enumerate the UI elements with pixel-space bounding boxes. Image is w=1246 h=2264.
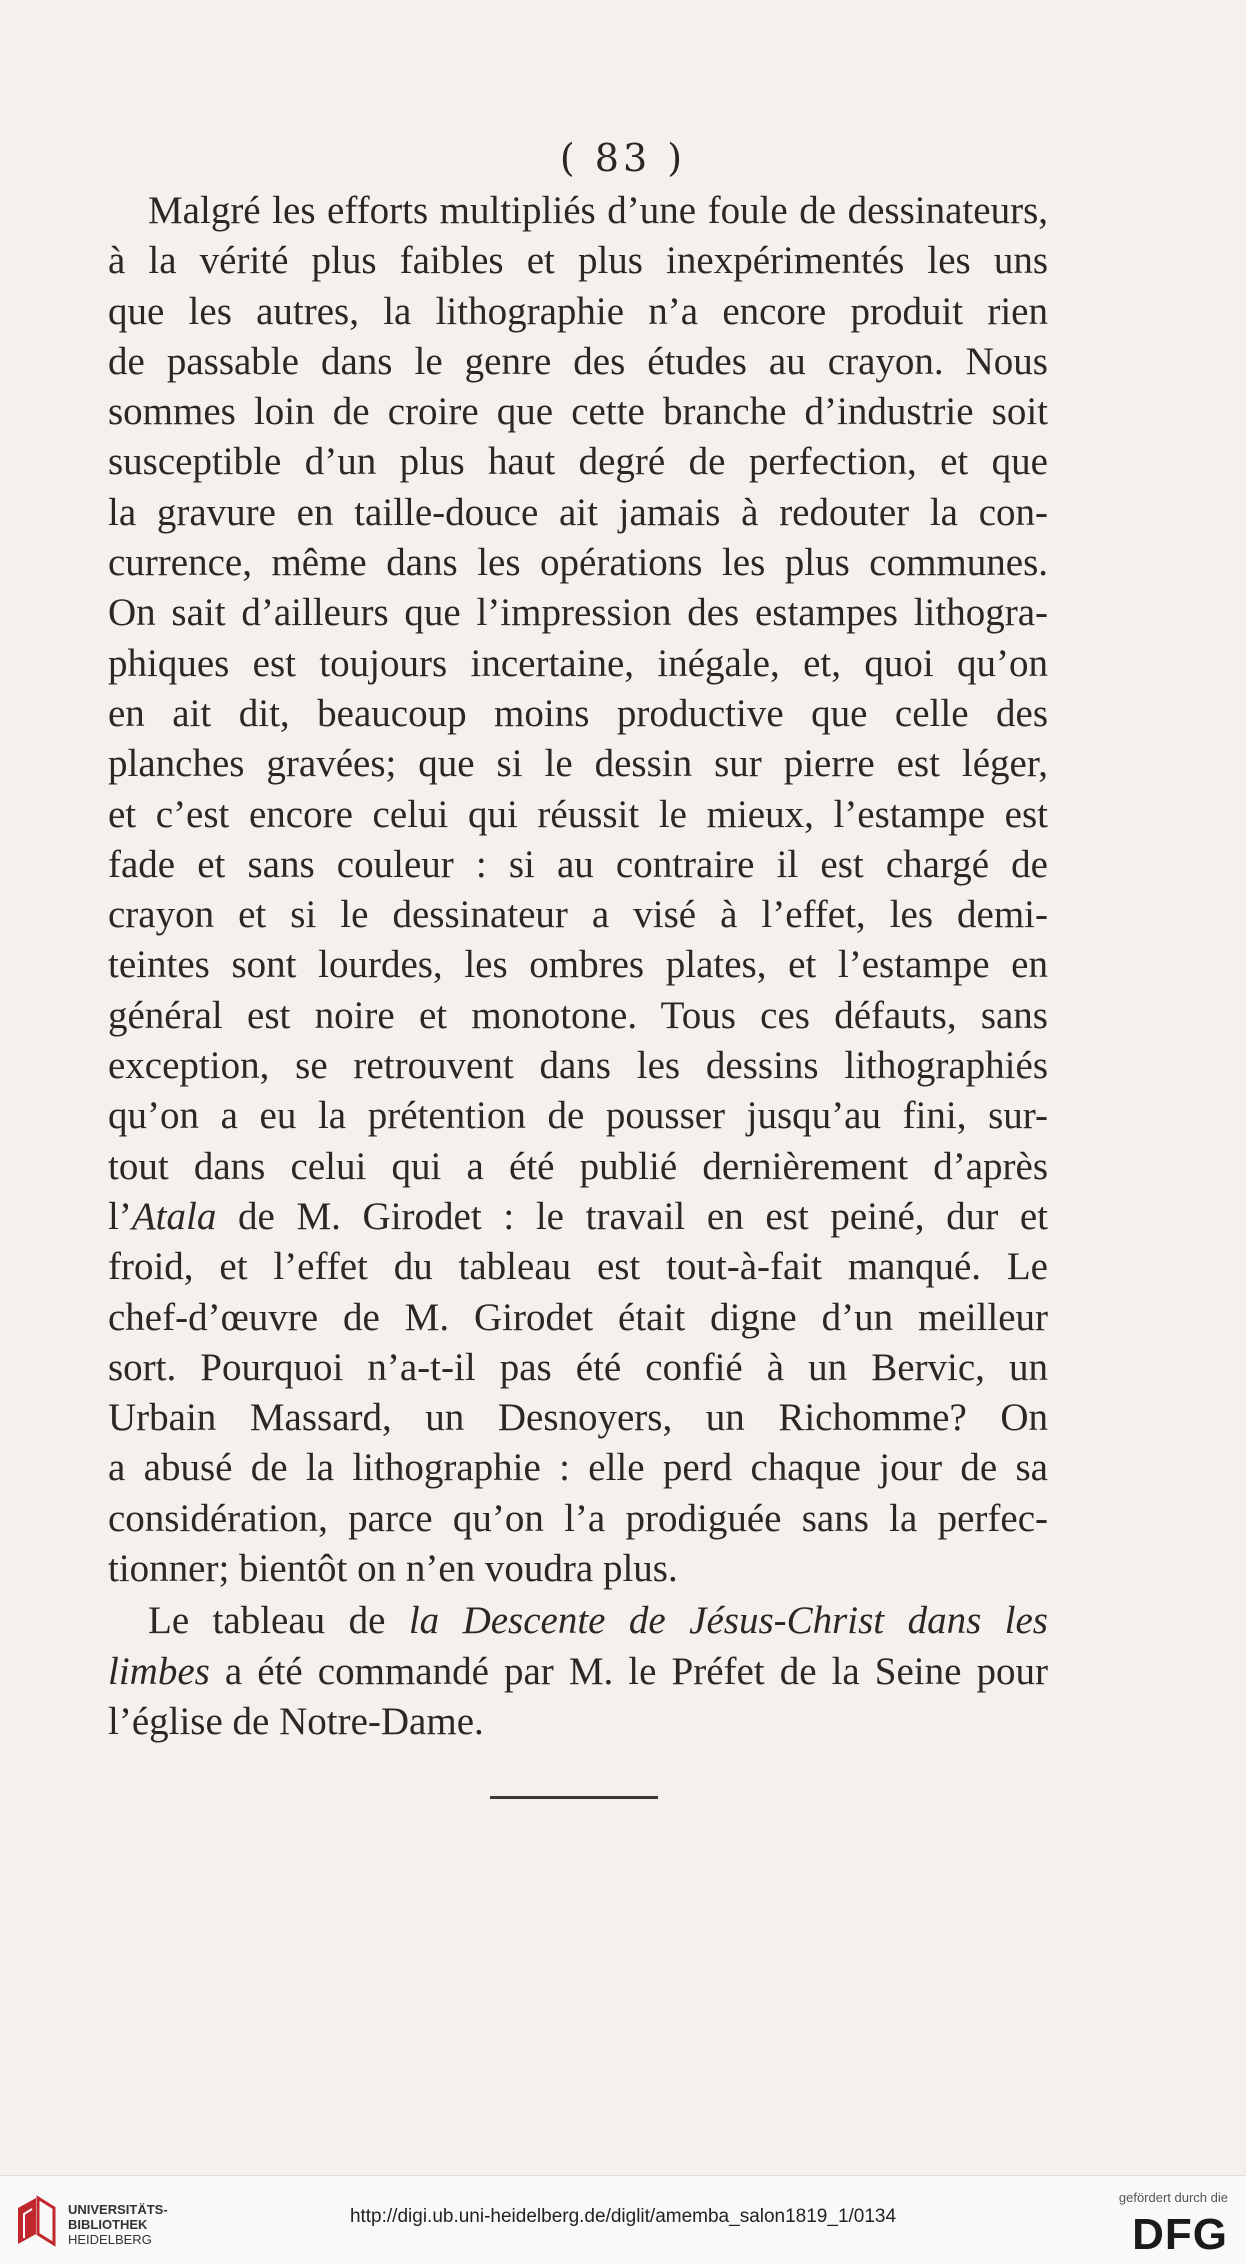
artwork-title: la Descente de Jésus-Christ dans les	[408, 1599, 1048, 1643]
text-line: crayon et si le dessinateur a visé à l’effet, les demi-	[108, 893, 1048, 937]
text-line: On sait d’ailleurs que l’impression des estampes lithogra-	[108, 591, 1048, 635]
text-line: qu’on a eu la prétention de pousser jusqu’au fini, sur-	[108, 1094, 1048, 1138]
text-line: que les autres, la lithographie n’a encore produit rien	[108, 289, 1048, 333]
text-line: l’Atala de M. Girodet : le travail en est peiné, dur et	[108, 1194, 1048, 1238]
text-line: sommes loin de croire que cette branche d’industrie soit	[108, 390, 1048, 434]
text-line: à la vérité plus faibles et plus inexpérimentés les uns	[108, 239, 1048, 283]
artwork-title: Atala	[131, 1194, 217, 1238]
text-line: chef-d’œuvre de M. Girodet était digne d’un meilleur	[108, 1295, 1048, 1339]
text-line: phiques est toujours incertaine, inégale, et, quoi qu’on	[108, 641, 1048, 685]
sponsor-caption: gefördert durch die	[1118, 2190, 1228, 2205]
text-line: de passable dans le genre des études au crayon. Nous	[108, 339, 1048, 383]
body-text	[108, 186, 1048, 1747]
text-line: général est noire et monotone. Tous ces défauts, sans	[108, 993, 1048, 1037]
paragraph-1	[108, 186, 1048, 1594]
text-line: limbes a été commandé par M. le Préfet de la Seine pour	[108, 1649, 1048, 1693]
text-line: fade et sans couleur : si au contraire il est chargé de	[108, 842, 1048, 886]
text-line: currence, même dans les opérations les plus communes.	[108, 541, 1048, 585]
text-line: Malgré les efforts multipliés d’une foule de dessinateurs,	[148, 189, 1048, 232]
library-logo-text: UNIVERSITÄTS- BIBLIOTHEK HEIDELBERG	[68, 2202, 168, 2247]
text-line: considération, parce qu’on l’a prodiguée sans la perfec-	[108, 1496, 1048, 1540]
text-line: planches gravées; que si le dessin sur pierre est léger,	[108, 742, 1048, 786]
text-line: tionner; bientôt on n’en voudra plus.	[108, 1547, 678, 1591]
text-line: la gravure en taille-douce ait jamais à redouter la con-	[108, 490, 1048, 534]
text-line: sort. Pourquoi n’a-t-il pas été confié à un Bervic, un	[108, 1345, 1048, 1389]
text-line: l’église de Notre-Dame.	[108, 1699, 484, 1743]
text-line: Urbain Massard, un Desnoyers, un Richomme? On	[108, 1396, 1048, 1440]
text-line: froid, et l’effet du tableau est tout-à-fait manqué. Le	[108, 1245, 1048, 1289]
text-line: et c’est encore celui qui réussit le mieux, l’estampe est	[108, 792, 1048, 836]
footer-bar	[0, 2175, 1246, 2264]
dfg-logo: DFG	[1132, 2210, 1228, 2259]
text-line: exception, se retrouvent dans les dessins lithographiés	[108, 1044, 1048, 1088]
text-line: teintes sont lourdes, les ombres plates, et l’estampe en	[108, 943, 1048, 987]
page-number: ( 83 )	[559, 136, 687, 180]
text-line: a abusé de la lithographie : elle perd chaque jour de sa	[108, 1446, 1048, 1490]
artwork-title: limbes	[108, 1649, 210, 1693]
paragraph-2	[108, 1596, 1048, 1747]
text-line: en ait dit, beaucoup moins productive que celle des	[108, 691, 1048, 735]
text-line: Le tableau de la Descente de Jésus-Christ dans les	[148, 1599, 1048, 1643]
text-line: tout dans celui qui a été publié dernièrement d’après	[108, 1144, 1048, 1188]
permalink-url[interactable]: http://digi.ub.uni-heidelberg.de/diglit/amemba_salon1819_1/0134	[349, 2206, 897, 2227]
section-divider	[490, 1796, 658, 1799]
text-line: susceptible d’un plus haut degré de perfection, et que	[108, 440, 1048, 484]
